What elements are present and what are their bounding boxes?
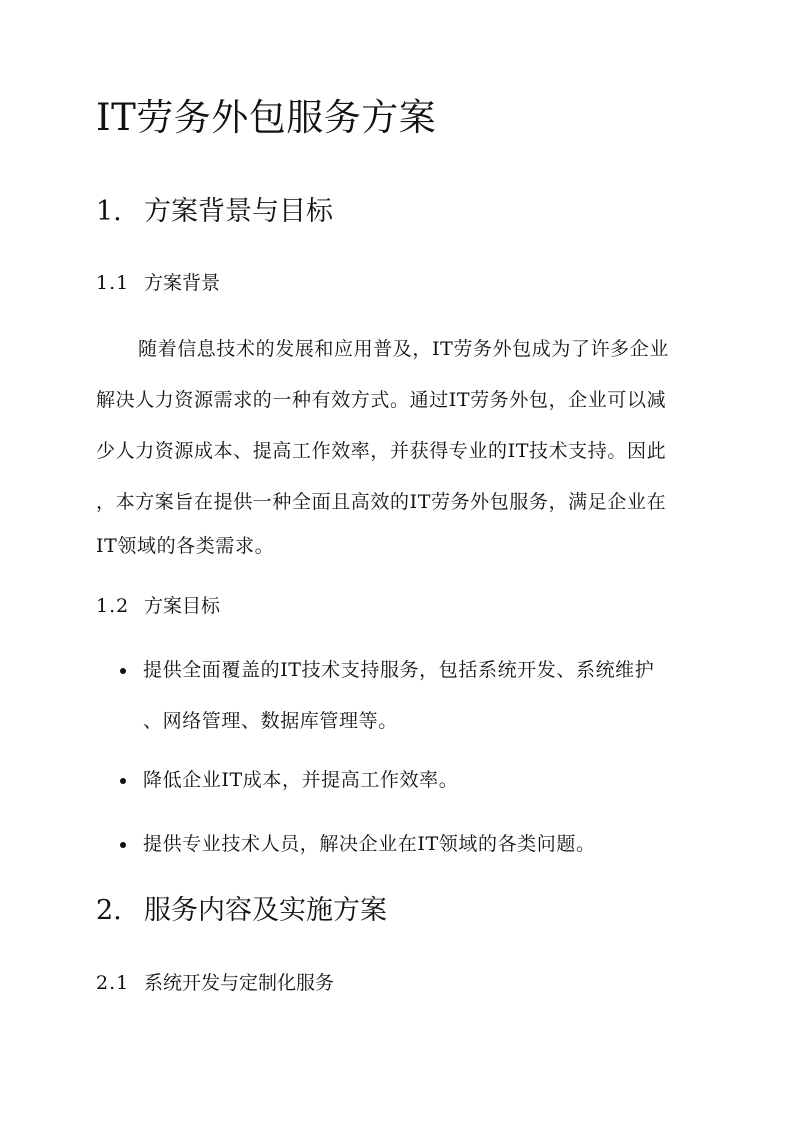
section-2-title: 服务内容及实施方案 xyxy=(144,895,387,926)
subsection-1-1-title: 方案背景 xyxy=(144,272,221,294)
subsection-2-1-number: 2.1 xyxy=(96,972,130,994)
subsection-1-2-heading xyxy=(96,593,220,619)
subsection-2-1-title: 系统开发与定制化服务 xyxy=(144,972,335,994)
subsection-1-1-heading xyxy=(96,270,220,296)
section-1-title: 方案背景与目标 xyxy=(144,196,333,227)
bullet-2-line-1: 降低企业IT成本，并提高工作效率。 xyxy=(143,769,459,791)
paragraph-line-1: 随着信息技术的发展和应用普及，IT劳务外包成为了许多企业 xyxy=(138,338,669,360)
section-2-number: 2. xyxy=(96,895,122,926)
section-1-heading xyxy=(96,194,333,230)
subsection-2-1-heading xyxy=(96,970,334,996)
bullet-1-dot xyxy=(120,668,126,674)
document-title: IT劳务外包服务方案 xyxy=(96,96,437,139)
paragraph-line-2: 解决人力资源需求的一种有效方式。通过IT劳务外包，企业可以减 xyxy=(96,389,667,411)
bullet-3-line-1: 提供专业技术人员，解决企业在IT领域的各类问题。 xyxy=(143,833,596,855)
subsection-1-1-number: 1.1 xyxy=(96,272,130,294)
bullet-2-dot xyxy=(120,778,126,784)
bullet-3-dot xyxy=(120,842,126,848)
bullet-1-line-1: 提供全面覆盖的IT技术支持服务，包括系统开发、系统维护 xyxy=(143,659,655,681)
bullet-1-line-2: 、网络管理、数据库管理等。 xyxy=(143,710,398,732)
paragraph-line-4: ，本方案旨在提供一种全面且高效的IT劳务外包服务，满足企业在 xyxy=(96,491,667,513)
section-2-heading xyxy=(96,893,387,929)
paragraph-line-3: 少人力资源成本、提高工作效率，并获得专业的IT技术支持。因此 xyxy=(96,440,667,462)
subsection-1-2-title: 方案目标 xyxy=(144,595,221,617)
subsection-1-2-number: 1.2 xyxy=(96,595,130,617)
section-1-number: 1. xyxy=(96,196,122,227)
paragraph-line-5: IT领域的各类需求。 xyxy=(96,535,275,557)
